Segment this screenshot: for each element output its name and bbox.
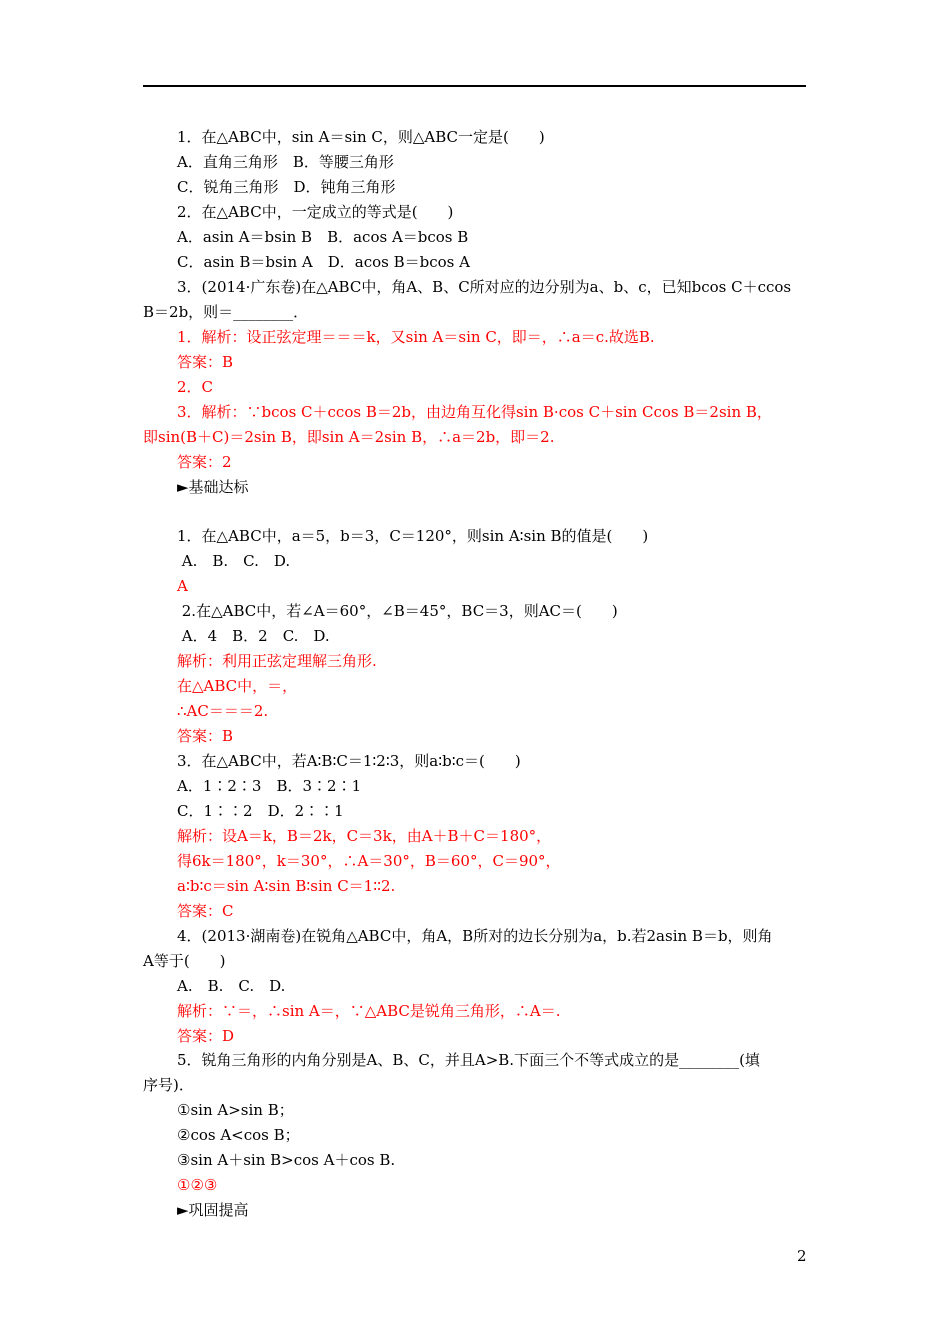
- text-line: C．asin B＝bsin A D．acos B＝bcos A: [177, 253, 470, 271]
- text-line: 3．(2014·广东卷)在△ABC中，角A、B、C所对应的边分别为a、b、c，已知bcos C＋ccos: [177, 278, 792, 296]
- text-line: A. B. C. D.: [177, 552, 291, 570]
- header-rule: [143, 85, 806, 87]
- text-line: 即sin(B＋C)＝2sin B，即sin A＝2sin B，∴a＝2b，即＝2.: [143, 428, 555, 446]
- text-line: 1．解析：设正弦定理＝＝＝k，又sin A＝sin C，即＝，∴a＝c.故选B.: [177, 328, 655, 346]
- text-line: 5．锐角三角形的内角分别是A、B、C，并且A>B.下面三个不等式成立的是________(填: [177, 1051, 760, 1069]
- text-line: 3．在△ABC中，若A∶B∶C＝1∶2∶3，则a∶b∶c＝( ): [177, 752, 521, 770]
- text-line: ②cos A<cos B；: [177, 1126, 300, 1144]
- text-line: A．直角三角形 B．等腰三角形: [177, 153, 394, 171]
- text-line: A．asin A＝bsin B B．acos A＝bcos B: [177, 228, 469, 246]
- text-line: A等于( ): [143, 952, 226, 970]
- text-line: A．4 B．2 C. D.: [177, 627, 330, 645]
- text-line: ∴AC＝＝＝2.: [177, 702, 269, 720]
- text-line: 1．在△ABC中，sin A＝sin C，则△ABC一定是( ): [177, 128, 545, 146]
- text-line: 答案：D: [177, 1027, 235, 1045]
- text-line: ③sin A＋sin B>cos A＋cos B.: [177, 1151, 396, 1169]
- section-heading: ►巩固提高: [177, 1201, 249, 1219]
- text-line: C．锐角三角形 D．钝角三角形: [177, 178, 396, 196]
- text-line: 序号)．: [143, 1076, 194, 1094]
- text-line: A: [177, 577, 188, 595]
- text-line: ①sin A>sin B；: [177, 1101, 294, 1119]
- text-line: C．1∶∶2 D．2∶∶1: [177, 802, 344, 820]
- text-line: 答案：2: [177, 453, 232, 471]
- text-line: a∶b∶c＝sin A∶sin B∶sin C＝1∶∶2.: [177, 877, 396, 895]
- text-line: ①②③: [177, 1176, 218, 1194]
- text-line: 解析：∵＝，∴sin A＝，∵△ABC是锐角三角形，∴A＝.: [177, 1002, 561, 1020]
- text-line: 得6k＝180°，k＝30°，∴A＝30°，B＝60°，C＝90°，: [177, 852, 561, 870]
- text-line: A. B. C. D.: [177, 977, 286, 995]
- text-line: 答案：B: [177, 727, 234, 745]
- text-line: B＝2b，则＝________．: [143, 303, 309, 321]
- text-line: 2．C: [177, 378, 214, 396]
- text-line: 2．在△ABC中，一定成立的等式是( ): [177, 203, 454, 221]
- text-line: 1．在△ABC中，a＝5，b＝3，C＝120°，则sin A∶sin B的值是( ): [177, 527, 649, 545]
- section-heading: ►基础达标: [177, 478, 249, 496]
- text-line: 3．解析：∵bcos C＋ccos B＝2b，由边角互化得sin B·cos C＋sin Ccos B＝2sin B，: [177, 403, 772, 421]
- text-line: 解析：利用正弦定理解三角形.: [177, 652, 377, 670]
- text-line: 答案：C: [177, 902, 234, 920]
- text-line: 在△ABC中，＝，: [177, 677, 298, 695]
- text-line: 答案：B: [177, 353, 234, 371]
- text-line: A．1∶2∶3 B．3∶2∶1: [177, 777, 362, 795]
- text-line: 2.在△ABC中，若∠A＝60°，∠B＝45°，BC＝3，则AC＝( ): [177, 602, 618, 620]
- page-number: 2: [797, 1247, 807, 1265]
- text-line: 解析：设A＝k，B＝2k，C＝3k，由A＋B＋C＝180°，: [177, 827, 552, 845]
- text-line: 4．(2013·湖南卷)在锐角△ABC中，角A，B所对的边长分别为a，b.若2asin B＝b，则角: [177, 927, 773, 945]
